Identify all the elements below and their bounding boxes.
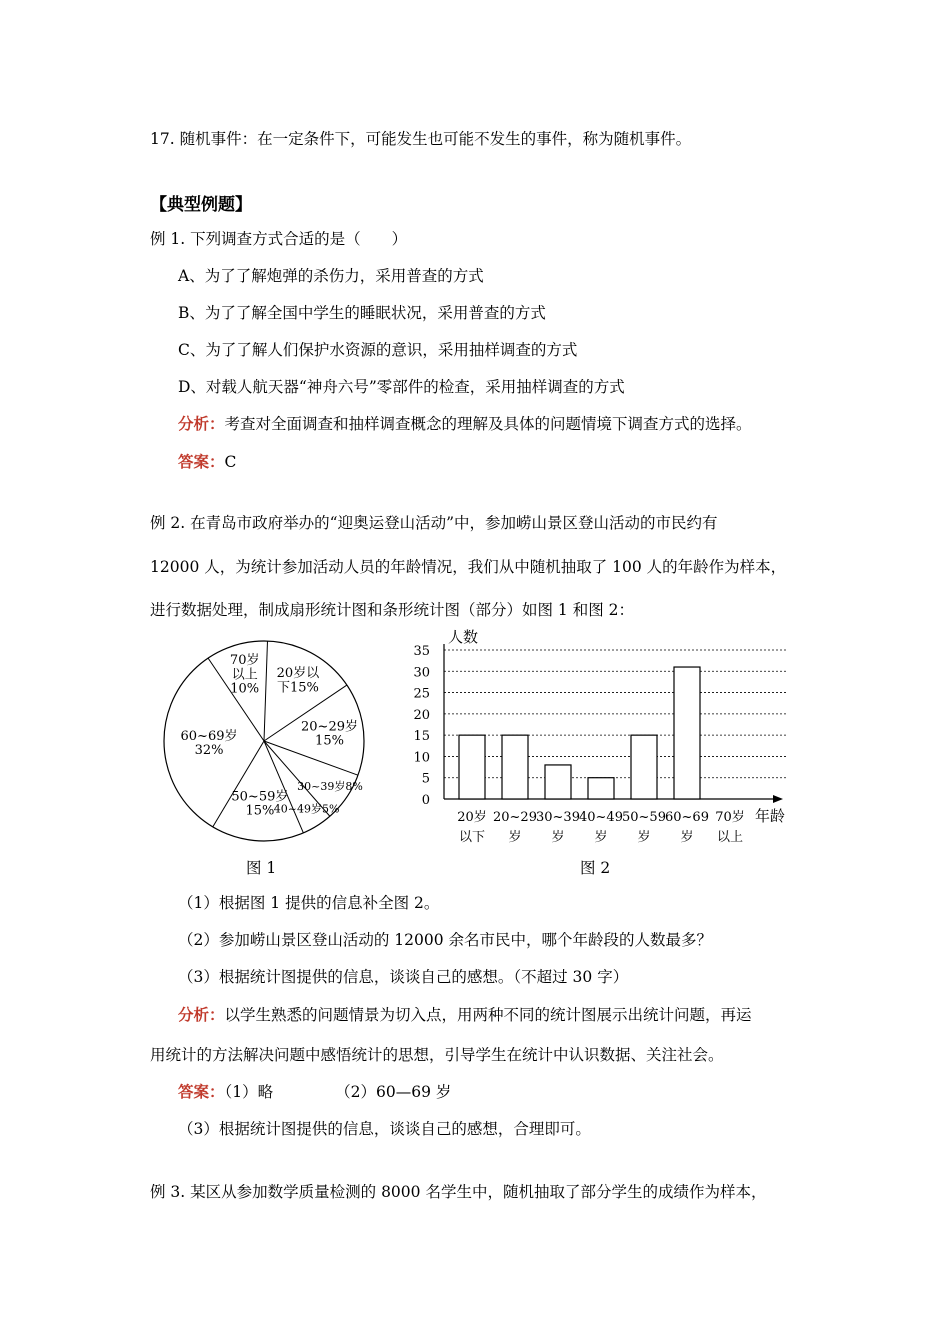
pie-slice-label: 20岁以下15% bbox=[276, 666, 320, 696]
example-2-answer bbox=[178, 1080, 451, 1102]
figure-2-bar-chart bbox=[402, 626, 802, 856]
section-title: 【典型例题】 bbox=[150, 195, 252, 215]
figure-2-caption: 图 2 bbox=[580, 859, 611, 877]
example-2-analysis-line-2: 用统计的方法解决问题中感悟统计的思想，引导学生在统计中认识数据、关注社会。 bbox=[150, 1046, 724, 1064]
bar bbox=[502, 735, 528, 799]
y-tick-label: 35 bbox=[413, 644, 430, 659]
x-tick-label: 岁 bbox=[594, 830, 608, 845]
x-axis-arrow bbox=[773, 795, 783, 803]
figure-1-pie-chart bbox=[150, 635, 380, 850]
bar bbox=[545, 765, 571, 799]
pie-slice-label: 50~59岁 15% bbox=[231, 789, 289, 819]
x-axis-label: 年龄 bbox=[754, 807, 785, 825]
analysis-label: 分析： bbox=[178, 1005, 225, 1024]
x-tick-label: 以下 bbox=[458, 830, 486, 845]
analysis-label: 分析： bbox=[178, 414, 225, 433]
y-tick-label: 30 bbox=[413, 665, 430, 681]
example-2-intro-line-2: 12000 人，为统计参加活动人员的年龄情况，我们从中随机抽取了 100 人的年龄作为样本， bbox=[150, 558, 787, 576]
y-tick-label: 15 bbox=[413, 729, 430, 745]
x-tick-label: 20~29 bbox=[493, 810, 537, 825]
example-1-option-b: B、为了了解全国中学生的睡眠状况，采用普查的方式 bbox=[178, 304, 546, 322]
definition-17: 17. 随机事件：在一定条件下，可能发生也可能不发生的事件，称为随机事件。 bbox=[150, 130, 692, 148]
y-tick-label: 25 bbox=[413, 686, 430, 702]
example-2-analysis-line-1 bbox=[178, 1003, 752, 1025]
example-1-option-a: A、为了了解炮弹的杀伤力，采用普查的方式 bbox=[178, 267, 484, 285]
x-tick-label: 30~39 bbox=[536, 810, 580, 825]
x-tick-label: 以上 bbox=[716, 830, 744, 845]
answer-label: 答案： bbox=[178, 452, 225, 471]
example-2-question-2: （2）参加崂山景区登山活动的 12000 余名市民中，哪个年龄段的人数最多？ bbox=[178, 931, 713, 949]
y-axis-label: 人数 bbox=[448, 628, 479, 646]
example-2-intro-line-1: 例 2. 在青岛市政府举办的“迎奥运登山活动”中，参加崂山景区登山活动的市民约有 bbox=[150, 514, 718, 532]
x-tick-label: 50~59 bbox=[622, 810, 666, 825]
analysis-text: 以学生熟悉的问题情景为切入点，用两种不同的统计图展示出统计问题，再运 bbox=[224, 1006, 752, 1024]
answer-label: 答案： bbox=[178, 1082, 225, 1101]
answer-part-1: （1）略 bbox=[224, 1083, 274, 1101]
x-tick-label: 岁 bbox=[680, 830, 694, 845]
example-2-answer-part-3: （3）根据统计图提供的信息，谈谈自己的感想，合理即可。 bbox=[178, 1120, 591, 1138]
example-2-question-3: （3）根据统计图提供的信息，谈谈自己的感想。（不超过 30 字） bbox=[178, 968, 629, 986]
answer-text: C bbox=[224, 453, 237, 471]
x-tick-label: 岁 bbox=[508, 830, 522, 845]
example-2-question-1: （1）根据图 1 提供的信息补全图 2。 bbox=[178, 894, 440, 912]
example-1-option-c: C、为了了解人们保护水资源的意识，采用抽样调查的方式 bbox=[178, 341, 578, 359]
y-tick-label: 5 bbox=[421, 771, 430, 787]
x-tick-label: 60~69 bbox=[665, 810, 709, 825]
bar bbox=[588, 778, 614, 799]
y-tick-label: 20 bbox=[413, 707, 430, 723]
example-3-intro: 例 3. 某区从参加数学质量检测的 8000 名学生中，随机抽取了部分学生的成绩作为样本， bbox=[150, 1183, 767, 1201]
bar bbox=[631, 735, 657, 799]
pie-slice-label: 70岁以上 10% bbox=[229, 652, 260, 697]
analysis-text: 考查对全面调查和抽样调查概念的理解及具体的问题情境下调查方式的选择。 bbox=[224, 415, 752, 433]
pie-slice-label: 20~29岁 15% bbox=[301, 719, 359, 749]
y-tick-label: 0 bbox=[421, 793, 430, 808]
example-1-analysis bbox=[178, 412, 752, 434]
figure-1-caption: 图 1 bbox=[246, 859, 277, 877]
bar bbox=[674, 667, 700, 799]
pie-slice-label: 30~39岁8% bbox=[297, 780, 363, 794]
x-tick-label: 20岁 bbox=[457, 810, 487, 825]
answer-part-2: （2）60—69 岁 bbox=[335, 1083, 452, 1101]
example-1-question: 例 1. 下列调查方式合适的是（ ） bbox=[150, 230, 408, 248]
bar bbox=[459, 735, 485, 799]
x-tick-label: 70岁 bbox=[715, 810, 745, 825]
example-1-option-d: D、对载人航天器“神舟六号”零部件的检查，采用抽样调查的方式 bbox=[178, 378, 625, 396]
x-tick-label: 岁 bbox=[551, 830, 565, 845]
y-tick-label: 10 bbox=[413, 750, 430, 766]
pie-slice-label: 60~69岁 32% bbox=[180, 728, 238, 759]
pie-slice-boundary bbox=[264, 641, 267, 741]
example-2-intro-line-3: 进行数据处理，制成扇形统计图和条形统计图（部分）如图 1 和图 2： bbox=[150, 601, 635, 619]
x-tick-label: 40~49 bbox=[579, 810, 623, 825]
example-1-answer bbox=[178, 450, 236, 472]
pie-slice-label: 40~49岁5% bbox=[273, 802, 340, 816]
x-tick-label: 岁 bbox=[637, 830, 651, 845]
